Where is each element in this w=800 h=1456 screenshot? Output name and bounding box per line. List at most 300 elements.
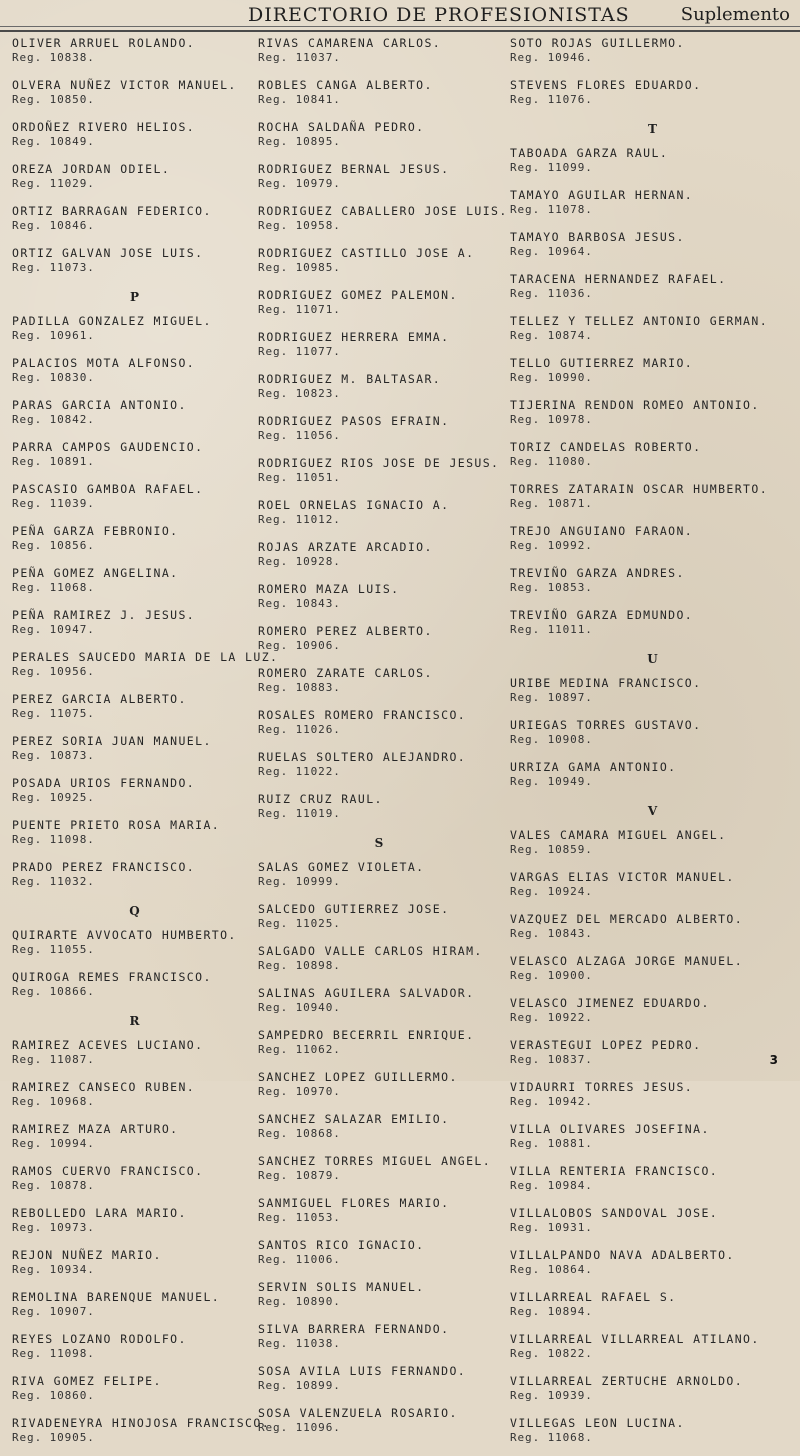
entry-registration: Reg. 11075. (12, 707, 95, 720)
entry-registration: Reg. 10868. (258, 1127, 341, 1140)
entry-name: TAMAYO BARBOSA JESUS. (510, 230, 685, 244)
directory-entry (12, 244, 257, 286)
entry-registration: Reg. 11029. (12, 177, 95, 190)
entry-name: RUIZ CRUZ RAUL. (258, 792, 383, 806)
directory-entry (12, 1372, 257, 1414)
directory-entry (510, 144, 795, 186)
directory-entry (258, 900, 500, 942)
directory-entry (510, 564, 795, 606)
entry-registration: Reg. 11078. (510, 203, 593, 216)
directory-entry (12, 1330, 257, 1372)
entry-registration: Reg. 10961. (12, 329, 95, 342)
entry-registration: Reg. 11080. (510, 455, 593, 468)
directory-entry (258, 370, 500, 412)
directory-entry (258, 412, 500, 454)
entry-name: VILLA RENTERIA FRANCISCO. (510, 1164, 719, 1178)
entry-registration: Reg. 10850. (12, 93, 95, 106)
entry-name: VELASCO ALZAGA JORGE MANUEL. (510, 954, 744, 968)
directory-entry (258, 790, 500, 832)
entry-name: SOSA VALENZUELA ROSARIO. (258, 1406, 458, 1420)
directory-entry (12, 118, 257, 160)
directory-column-3 (510, 34, 795, 1456)
entry-registration: Reg. 11012. (258, 513, 341, 526)
entry-registration: Reg. 10985. (258, 261, 341, 274)
directory-entry (510, 1288, 795, 1330)
entry-registration: Reg. 10973. (12, 1221, 95, 1234)
directory-entry (258, 858, 500, 900)
entry-registration: Reg. 10979. (258, 177, 341, 190)
directory-entry (258, 76, 500, 118)
section-letter-u: U (647, 652, 658, 666)
entry-registration: Reg. 10860. (12, 1389, 95, 1402)
directory-entry (12, 858, 257, 900)
directory-entry (12, 774, 257, 816)
directory-entry (510, 522, 795, 564)
directory-entry (510, 76, 795, 118)
directory-entry (510, 1162, 795, 1204)
entry-name: TELLO GUTIERREZ MARIO. (510, 356, 694, 370)
entry-name: URIBE MEDINA FRANCISCO. (510, 676, 702, 690)
entry-name: VILLARREAL VILLARREAL ATILANO. (510, 1332, 760, 1346)
directory-entry (258, 286, 500, 328)
directory-entry (12, 1246, 257, 1288)
entry-registration: Reg. 10823. (258, 387, 341, 400)
entry-name: TREVIÑO GARZA EDMUNDO. (510, 608, 694, 622)
entry-registration: Reg. 10947. (12, 623, 95, 636)
entry-name: ORTIZ BARRAGAN FEDERICO. (12, 204, 212, 218)
entry-name: RODRIGUEZ HERRERA EMMA. (258, 330, 450, 344)
directory-entry (12, 690, 257, 732)
entry-registration: Reg. 10849. (12, 135, 95, 148)
entry-registration: Reg. 10878. (12, 1179, 95, 1192)
entry-registration: Reg. 11087. (12, 1053, 95, 1066)
entry-registration: Reg. 10946. (510, 51, 593, 64)
entry-name: OREZA JORDAN ODIEL. (12, 162, 171, 176)
entry-registration: Reg. 10968. (12, 1095, 95, 1108)
entry-registration: Reg. 11055. (12, 943, 95, 956)
entry-name: SANCHEZ LOPEZ GUILLERMO. (258, 1070, 458, 1084)
entry-registration: Reg. 10846. (12, 219, 95, 232)
entry-name: PASCASIO GAMBOA RAFAEL. (12, 482, 204, 496)
entry-name: VILLALPANDO NAVA ADALBERTO. (510, 1248, 735, 1262)
directory-entry (258, 1320, 500, 1362)
entry-registration: Reg. 11032. (12, 875, 95, 888)
entry-name: SAMPEDRO BECERRIL ENRIQUE. (258, 1028, 475, 1042)
directory-entry (12, 312, 257, 354)
entry-registration: Reg. 11062. (258, 1043, 341, 1056)
entry-registration: Reg. 10864. (510, 1263, 593, 1276)
entry-name: TREVIÑO GARZA ANDRES. (510, 566, 685, 580)
directory-entry (258, 202, 508, 244)
entry-registration: Reg. 10928. (258, 555, 341, 568)
entry-registration: Reg. 11068. (510, 1431, 593, 1444)
entry-registration: Reg. 11019. (258, 807, 341, 820)
entry-name: QUIROGA REMES FRANCISCO. (12, 970, 212, 984)
entry-registration: Reg. 10899. (258, 1379, 341, 1392)
directory-entry (258, 34, 500, 76)
directory-entry (258, 984, 500, 1026)
entry-name: SANCHEZ SALAZAR EMILIO. (258, 1112, 450, 1126)
entry-registration: Reg. 11039. (12, 497, 95, 510)
entry-registration: Reg. 11037. (258, 51, 341, 64)
entry-name: SANMIGUEL FLORES MARIO. (258, 1196, 450, 1210)
entry-name: RUELAS SOLTERO ALEJANDRO. (258, 750, 467, 764)
entry-registration: Reg. 10978. (510, 413, 593, 426)
directory-column-2 (258, 34, 508, 1446)
entry-registration: Reg. 10958. (258, 219, 341, 232)
entry-name: SILVA BARRERA FERNANDO. (258, 1322, 450, 1336)
entry-name: TELLEZ Y TELLEZ ANTONIO GERMAN. (510, 314, 769, 328)
directory-entry (12, 732, 257, 774)
entry-name: VALES CAMARA MIGUEL ANGEL. (510, 828, 727, 842)
entry-registration: Reg. 10898. (258, 959, 341, 972)
entry-registration: Reg. 10838. (12, 51, 95, 64)
directory-entry (258, 244, 500, 286)
entry-registration: Reg. 10879. (258, 1169, 341, 1182)
entry-registration: Reg. 11068. (12, 581, 95, 594)
entry-name: PEÑA GARZA FEBRONIO. (12, 524, 179, 538)
directory-entry (258, 622, 500, 664)
directory-entry (510, 1330, 795, 1372)
entry-name: RAMIREZ ACEVES LUCIANO. (12, 1038, 204, 1052)
directory-entry (12, 76, 257, 118)
directory-entry (12, 354, 257, 396)
directory-entry (12, 1078, 257, 1120)
entry-registration: Reg. 10994. (12, 1137, 95, 1150)
directory-entry (12, 522, 257, 564)
directory-entry (258, 160, 500, 202)
entry-name: PUENTE PRIETO ROSA MARIA. (12, 818, 221, 832)
entry-name: PRADO PEREZ FRANCISCO. (12, 860, 196, 874)
entry-registration: Reg. 10940. (258, 1001, 341, 1014)
entry-registration: Reg. 11056. (258, 429, 341, 442)
directory-entry (258, 664, 500, 706)
entry-name: VAZQUEZ DEL MERCADO ALBERTO. (510, 912, 744, 926)
entry-name: RODRIGUEZ RIOS JOSE DE JESUS. (258, 456, 500, 470)
entry-name: RAMIREZ MAZA ARTURO. (12, 1122, 179, 1136)
entry-registration: Reg. 11071. (258, 303, 341, 316)
entry-name: VERASTEGUI LOPEZ PEDRO. (510, 1038, 702, 1052)
entry-name: RODRIGUEZ PASOS EFRAIN. (258, 414, 450, 428)
entry-name: SALINAS AGUILERA SALVADOR. (258, 986, 475, 1000)
entry-registration: Reg. 10874. (510, 329, 593, 342)
directory-entry (258, 118, 500, 160)
directory-entry (258, 1026, 500, 1068)
entry-registration: Reg. 10925. (12, 791, 95, 804)
entry-name: TORIZ CANDELAS ROBERTO. (510, 440, 702, 454)
entry-name: PALACIOS MOTA ALFONSO. (12, 356, 196, 370)
header-supplement: Suplemento (680, 4, 790, 25)
entry-name: SALAS GOMEZ VIOLETA. (258, 860, 425, 874)
entry-name: REJON NUÑEZ MARIO. (12, 1248, 162, 1262)
directory-entry (12, 648, 279, 690)
entry-registration: Reg. 11036. (510, 287, 593, 300)
entry-registration: Reg. 10859. (510, 843, 593, 856)
entry-registration: Reg. 11025. (258, 917, 341, 930)
entry-name: RODRIGUEZ BERNAL JESUS. (258, 162, 450, 176)
directory-entry (258, 1404, 500, 1446)
entry-name: TAMAYO AGUILAR HERNAN. (510, 188, 694, 202)
entry-registration: Reg. 10841. (258, 93, 341, 106)
entry-name: REYES LOZANO RODOLFO. (12, 1332, 187, 1346)
entry-name: ROJAS ARZATE ARCADIO. (258, 540, 433, 554)
entry-name: PERALES SAUCEDO MARIA DE LA LUZ. (12, 650, 279, 664)
entry-registration: Reg. 10843. (258, 597, 341, 610)
entry-name: URIEGAS TORRES GUSTAVO. (510, 718, 702, 732)
entry-registration: Reg. 10949. (510, 775, 593, 788)
directory-entry (258, 454, 500, 496)
entry-name: PARAS GARCIA ANTONIO. (12, 398, 187, 412)
directory-entry (510, 674, 795, 716)
directory-entry (510, 186, 795, 228)
directory-entry (258, 1068, 500, 1110)
directory-entry (510, 1372, 795, 1414)
directory-entry (258, 1110, 500, 1152)
directory-entry (12, 1288, 257, 1330)
entry-name: RODRIGUEZ M. BALTASAR. (258, 372, 442, 386)
entry-registration: Reg. 11098. (12, 833, 95, 846)
section-letter-q: Q (129, 904, 140, 918)
directory-entry (510, 34, 795, 76)
directory-entry (510, 910, 795, 952)
entry-registration: Reg. 11098. (12, 1347, 95, 1360)
directory-entry (258, 1152, 500, 1194)
entry-name: VARGAS ELIAS VICTOR MANUEL. (510, 870, 735, 884)
entry-registration: Reg. 10992. (510, 539, 593, 552)
entry-registration: Reg. 10990. (510, 371, 593, 384)
header-rule (0, 26, 800, 27)
directory-entry (510, 438, 795, 480)
directory-entry (12, 396, 257, 438)
entry-registration: Reg. 10964. (510, 245, 593, 258)
entry-registration: Reg. 11006. (258, 1253, 341, 1266)
directory-entry (258, 496, 500, 538)
directory-entry (12, 1120, 257, 1162)
entry-name: RIVADENEYRA HINOJOSA FRANCISCO. (12, 1416, 271, 1430)
entry-name: SANCHEZ TORRES MIGUEL ANGEL. (258, 1154, 492, 1168)
directory-entry (12, 1204, 257, 1246)
entry-name: TABOADA GARZA RAUL. (510, 146, 669, 160)
directory-entry (510, 396, 795, 438)
entry-registration: Reg. 10907. (12, 1305, 95, 1318)
entry-registration: Reg. 11076. (510, 93, 593, 106)
directory-entry (258, 1194, 500, 1236)
entry-name: ROSALES ROMERO FRANCISCO. (258, 708, 467, 722)
entry-registration: Reg. 10924. (510, 885, 593, 898)
directory-entry (510, 868, 795, 910)
directory-entry (12, 1036, 257, 1078)
entry-name: VILLA OLIVARES JOSEFINA. (510, 1122, 710, 1136)
entry-registration: Reg. 10894. (510, 1305, 593, 1318)
entry-name: TIJERINA RENDON ROMEO ANTONIO. (510, 398, 760, 412)
entry-name: PARRA CAMPOS GAUDENCIO. (12, 440, 204, 454)
entry-name: PEÑA GOMEZ ANGELINA. (12, 566, 179, 580)
entry-registration: Reg. 11022. (258, 765, 341, 778)
entry-registration: Reg. 10830. (12, 371, 95, 384)
directory-entry (258, 748, 500, 790)
entry-registration: Reg. 10843. (510, 927, 593, 940)
header-title: DIRECTORIO DE PROFESIONISTAS (248, 4, 630, 26)
entry-name: ROBLES CANGA ALBERTO. (258, 78, 433, 92)
entry-registration: Reg. 10883. (258, 681, 341, 694)
entry-registration: Reg. 10856. (12, 539, 95, 552)
entry-registration: Reg. 10906. (258, 639, 341, 652)
entry-registration: Reg. 10881. (510, 1137, 593, 1150)
directory-entry (12, 816, 257, 858)
directory-entry (258, 538, 500, 580)
entry-name: OLVERA NUÑEZ VICTOR MANUEL. (12, 78, 237, 92)
entry-name: TREJO ANGUIANO FARAON. (510, 524, 694, 538)
directory-entry (12, 564, 257, 606)
entry-registration: Reg. 11077. (258, 345, 341, 358)
entry-registration: Reg. 10931. (510, 1221, 593, 1234)
entry-registration: Reg. 11099. (510, 161, 593, 174)
entry-registration: Reg. 10999. (258, 875, 341, 888)
entry-name: SOTO ROJAS GUILLERMO. (510, 36, 685, 50)
directory-entry (258, 1362, 500, 1404)
directory-entry (510, 1414, 795, 1456)
directory-entry (510, 1078, 795, 1120)
directory-entry (12, 480, 257, 522)
entry-name: VIDAURRI TORRES JESUS. (510, 1080, 694, 1094)
directory-entry (510, 228, 795, 270)
entry-name: PEREZ GARCIA ALBERTO. (12, 692, 187, 706)
section-letter-r: R (129, 1014, 140, 1028)
entry-name: VILLARREAL RAFAEL S. (510, 1290, 677, 1304)
directory-entry (12, 926, 257, 968)
entry-name: QUIRARTE AVVOCATO HUMBERTO. (12, 928, 237, 942)
directory-entry (510, 994, 795, 1036)
directory-entry (510, 606, 795, 648)
entry-registration: Reg. 10984. (510, 1179, 593, 1192)
directory-entry (12, 160, 257, 202)
entry-registration: Reg. 10873. (12, 749, 95, 762)
entry-name: TORRES ZATARAIN OSCAR HUMBERTO. (510, 482, 769, 496)
entry-name: SALCEDO GUTIERREZ JOSE. (258, 902, 450, 916)
entry-name: SANTOS RICO IGNACIO. (258, 1238, 425, 1252)
entry-registration: Reg. 10908. (510, 733, 593, 746)
entry-name: STEVENS FLORES EDUARDO. (510, 78, 702, 92)
entry-registration: Reg. 10900. (510, 969, 593, 982)
entry-name: RODRIGUEZ CABALLERO JOSE LUIS. (258, 204, 508, 218)
directory-entry (12, 202, 257, 244)
directory-entry (510, 312, 795, 354)
entry-registration: Reg. 11051. (258, 471, 341, 484)
directory-entry (12, 1162, 257, 1204)
directory-entry (510, 1120, 795, 1162)
page-number: 3 (769, 1053, 778, 1067)
entry-registration: Reg. 10895. (258, 135, 341, 148)
entry-name: ROCHA SALDAÑA PEDRO. (258, 120, 425, 134)
directory-entry (258, 1278, 500, 1320)
directory-entry (258, 328, 500, 370)
entry-registration: Reg. 10822. (510, 1347, 593, 1360)
entry-name: RIVAS CAMARENA CARLOS. (258, 36, 442, 50)
section-letter-p: P (129, 290, 140, 304)
entry-name: ORTIZ GALVAN JOSE LUIS. (12, 246, 204, 260)
entry-name: PEREZ SORIA JUAN MANUEL. (12, 734, 212, 748)
directory-entry (510, 270, 795, 312)
entry-name: REMOLINA BARENQUE MANUEL. (12, 1290, 221, 1304)
entry-name: ROMERO PEREZ ALBERTO. (258, 624, 433, 638)
entry-registration: Reg. 10837. (510, 1053, 593, 1066)
entry-registration: Reg. 10842. (12, 413, 95, 426)
section-letter-t: T (648, 122, 657, 136)
directory-entry (510, 716, 795, 758)
entry-registration: Reg. 10956. (12, 665, 95, 678)
entry-registration: Reg. 10905. (12, 1431, 95, 1444)
directory-entry (258, 580, 500, 622)
entry-registration: Reg. 11038. (258, 1337, 341, 1350)
entry-name: RAMOS CUERVO FRANCISCO. (12, 1164, 204, 1178)
entry-registration: Reg. 10942. (510, 1095, 593, 1108)
entry-name: VELASCO JIMENEZ EDUARDO. (510, 996, 710, 1010)
directory-entry (12, 438, 257, 480)
entry-name: REBOLLEDO LARA MARIO. (12, 1206, 187, 1220)
entry-name: POSADA URIOS FERNANDO. (12, 776, 196, 790)
entry-registration: Reg. 10866. (12, 985, 95, 998)
entry-name: PEÑA RAMIREZ J. JESUS. (12, 608, 196, 622)
directory-entry (510, 826, 795, 868)
entry-registration: Reg. 11073. (12, 261, 95, 274)
entry-name: URRIZA GAMA ANTONIO. (510, 760, 677, 774)
entry-name: RODRIGUEZ CASTILLO JOSE A. (258, 246, 475, 260)
directory-entry (258, 706, 500, 748)
entry-name: RAMIREZ CANSECO RUBEN. (12, 1080, 196, 1094)
entry-registration: Reg. 10970. (258, 1085, 341, 1098)
entry-registration: Reg. 11026. (258, 723, 341, 736)
directory-column-1 (12, 34, 279, 1456)
entry-registration: Reg. 10897. (510, 691, 593, 704)
directory-entry (510, 952, 795, 994)
entry-registration: Reg. 10853. (510, 581, 593, 594)
entry-registration: Reg. 10890. (258, 1295, 341, 1308)
directory-entry (510, 758, 795, 800)
section-letter-s: S (374, 836, 384, 850)
directory-entry (510, 354, 795, 396)
entry-name: ROEL ORNELAS IGNACIO A. (258, 498, 450, 512)
entry-name: PADILLA GONZALEZ MIGUEL. (12, 314, 212, 328)
directory-entry (510, 1204, 795, 1246)
entry-name: VILLARREAL ZERTUCHE ARNOLDO. (510, 1374, 744, 1388)
directory-entry (510, 480, 795, 522)
entry-registration: Reg. 11011. (510, 623, 593, 636)
entry-registration: Reg. 10891. (12, 455, 95, 468)
entry-registration: Reg. 10934. (12, 1263, 95, 1276)
entry-registration: Reg. 10871. (510, 497, 593, 510)
entry-name: RODRIGUEZ GOMEZ PALEMON. (258, 288, 458, 302)
entry-name: TARACENA HERNANDEZ RAFAEL. (510, 272, 727, 286)
entry-registration: Reg. 10939. (510, 1389, 593, 1402)
entry-name: ROMERO MAZA LUIS. (258, 582, 400, 596)
entry-registration: Reg. 10922. (510, 1011, 593, 1024)
directory-entry (510, 1036, 795, 1078)
directory-entry (258, 942, 500, 984)
entry-name: RIVA GOMEZ FELIPE. (12, 1374, 162, 1388)
entry-name: ROMERO ZARATE CARLOS. (258, 666, 433, 680)
entry-name: VILLALOBOS SANDOVAL JOSE. (510, 1206, 719, 1220)
entry-registration: Reg. 11053. (258, 1211, 341, 1224)
directory-entry (510, 1246, 795, 1288)
entry-registration: Reg. 11096. (258, 1421, 341, 1434)
directory-entry (12, 968, 257, 1010)
directory-entry (12, 1414, 271, 1456)
directory-entry (12, 606, 257, 648)
section-letter-v: V (647, 804, 658, 818)
entry-name: SALGADO VALLE CARLOS HIRAM. (258, 944, 483, 958)
directory-entry (258, 1236, 500, 1278)
entry-name: SERVIN SOLIS MANUEL. (258, 1280, 425, 1294)
